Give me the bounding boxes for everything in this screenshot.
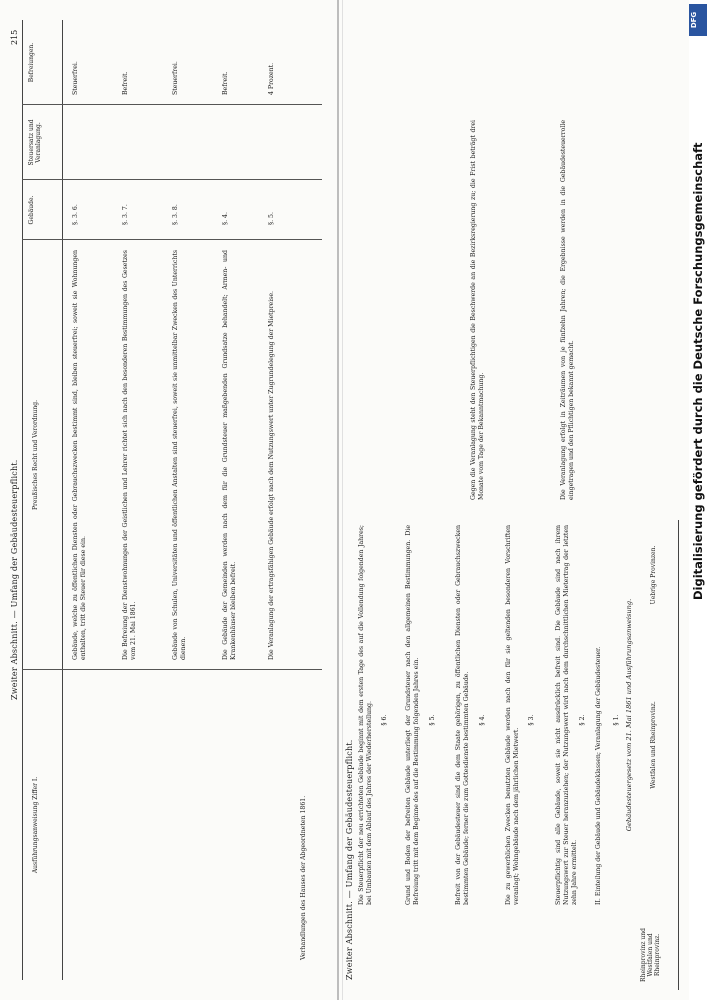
left-column-head-3: Uebrige Provinzen. [650,545,657,605]
right-column-head-3: Gebäude. [28,195,35,225]
section-mark-1: § 1. [612,714,620,726]
right-column-divider-1 [22,669,322,670]
left-column-head-1: Rheinprovinz und Westfalen und Rheinprovinz. [640,928,661,982]
right-running-head: Zweiter Abschnitt. — Umfang der Gebäudesteuerpflicht. [10,459,19,700]
entry-ref-3: §. 3. 8. [172,204,179,225]
entry-note-5: 4 Prozent. [268,62,275,95]
left-paragraph-3: Befreit von der Gebäudesteuer sind die dem Staate gehörigen, zu öffentlichen Diensten oder Gebrauchszwecken bestimmten Gebäude; ferner die zum Gottesdienste bestimmten Gebäude. [455,525,471,905]
right-column-head-5: Befreiungen. [28,42,35,83]
right-footnote: Verhandlungen des Hauses der Abgeordneten 1861. [300,795,307,960]
page-fold-shadow [342,0,343,1000]
entry-text-1: Gebäude, welche zu öffentlichen Diensten oder Gebrauchszwecken bestimmt sind, bleiben steuerfrei; soweit sie Wohnungen enthalten, tritt die Steuer für diese ein. [72,250,88,660]
left-header-rule [678,520,679,990]
left-column-head-2: Westfalen und Rheinprovinz. [650,701,657,789]
section-mark-2: § 2. [578,714,586,726]
entry-text-4: Die Gebäude der Gemeinden werden nach dem für die Grundsteuer maßgebenden Grundsatze behandelt; Armen- und Krankenhäuser bleiben befreit. [222,250,238,660]
section-mark-3: § 3. [527,714,535,726]
left-paragraph-heading-2: II. Einteilung der Gebäude und Gebäudeklassen; Veranlagung der Gebäudesteuer. [595,646,602,905]
left-running-title: Zweiter Abschnitt. — Umfang der Gebäudesteuerpflicht. [345,739,354,980]
entry-text-5: Die Veranlagung der ertragsfähigen Gebäude erfolgt nach dem Nutzungswert unter Zugrundelegung der Mietpreise. [268,291,275,660]
right-column-head-2: Preußisches Recht und Verordnung. [32,399,39,511]
right-column-divider-3 [22,179,322,180]
dfg-credit-text: Digitalisierung gefördert durch die Deutsche Forschungsgemeinschaft [691,142,705,600]
right-column-head-4: Steuersatz und Veranlagung. [28,119,42,166]
entry-ref-2: §. 3. 7. [122,204,129,225]
left-paragraph-4: Grund und Boden der befreiten Gebäude unterliegt der Grundsteuer nach den allgemeinen Bestimmungen. Die Befreiung tritt mit dem Beginne des auf die Bestimmung folgenden Jahres ein. [405,525,421,905]
page-fold [337,0,339,1000]
right-table-top-rule [22,20,23,980]
entry-note-4: Befreit. [222,71,229,95]
dfg-logo: DFG [689,4,707,36]
left-paragraph-5: Die Steuerpflicht der neu errichteten Gebäude beginnt mit dem ersten Tage des auf die Vollendung folgenden Jahres; bei Umbauten mit dem Ablauf des Jahres der Wiederherstellung. [358,525,374,905]
entry-note-3: Steuerfrei. [172,61,179,95]
entry-ref-1: §. 3. 6. [72,204,79,225]
right-column-divider-2 [22,239,322,240]
entry-ref-5: §. 5. [268,212,275,225]
right-column-divider-4 [22,104,322,105]
right-table-header-rule [62,20,63,980]
section-mark-6: § 6. [380,714,388,726]
left-paragraph-2: Die zu gewerblichen Zwecken benutzten Gebäude werden nach den für sie geltenden besonderen Vorschriften veranlagt; Wohngebäude nach dem jährlichen Mietwert. [505,525,521,905]
left-paragraph-6: Die Veranlagung erfolgt in Zeiträumen von je fünfzehn Jahren; die Ergebnisse werden in die Gebäudesteuerrolle eingetragen und den Pflichtigen bekannt gemacht. [560,120,576,500]
right-column-head-1: Ausführungsanweisung Ziffer I. [32,776,39,874]
entry-ref-4: §. 4. [222,212,229,225]
left-paragraph-7: Gegen die Veranlagung steht den Steuerpflichtigen die Beschwerde an die Bezirksregierung zu; die Frist beträgt drei Monate vom Tage der Bekanntmachung. [470,120,486,500]
section-mark-4: § 4. [478,714,486,726]
left-paragraph-heading: Gebäudesteuergesetz vom 21. Mai 1861 und Ausführungsanweisung. [625,598,633,832]
dfg-sidebar [689,0,707,1000]
entry-note-2: Befreit. [122,71,129,95]
entry-text-3: Gebäude von Schulen, Universitäten und öffentlichen Anstalten sind steuerfrei, soweit sie unmittelbar Zwecken des Unterrichts dienen. [172,250,188,660]
right-page-number: 215 [10,29,19,45]
section-mark-5: § 5. [428,714,436,726]
entry-text-2: Die Befreiung der Dienstwohnungen der Geistlichen und Lehrer richtet sich nach den besonderen Bestimmungen des Gesetzes vom 21. Mai 1861. [122,250,138,660]
left-paragraph-1: Steuerpflichtig sind alle Gebäude, soweit sie nicht ausdrücklich befreit sind. Die Gebäude sind nach ihrem Nutzungswert zur Steuer heranzuziehen; der Nutzungswert wird nach dem durchschnittlichen Mietertrag der letzten zehn Jahre ermittelt. [555,525,579,905]
entry-note-1: Steuerfrei. [72,61,79,95]
